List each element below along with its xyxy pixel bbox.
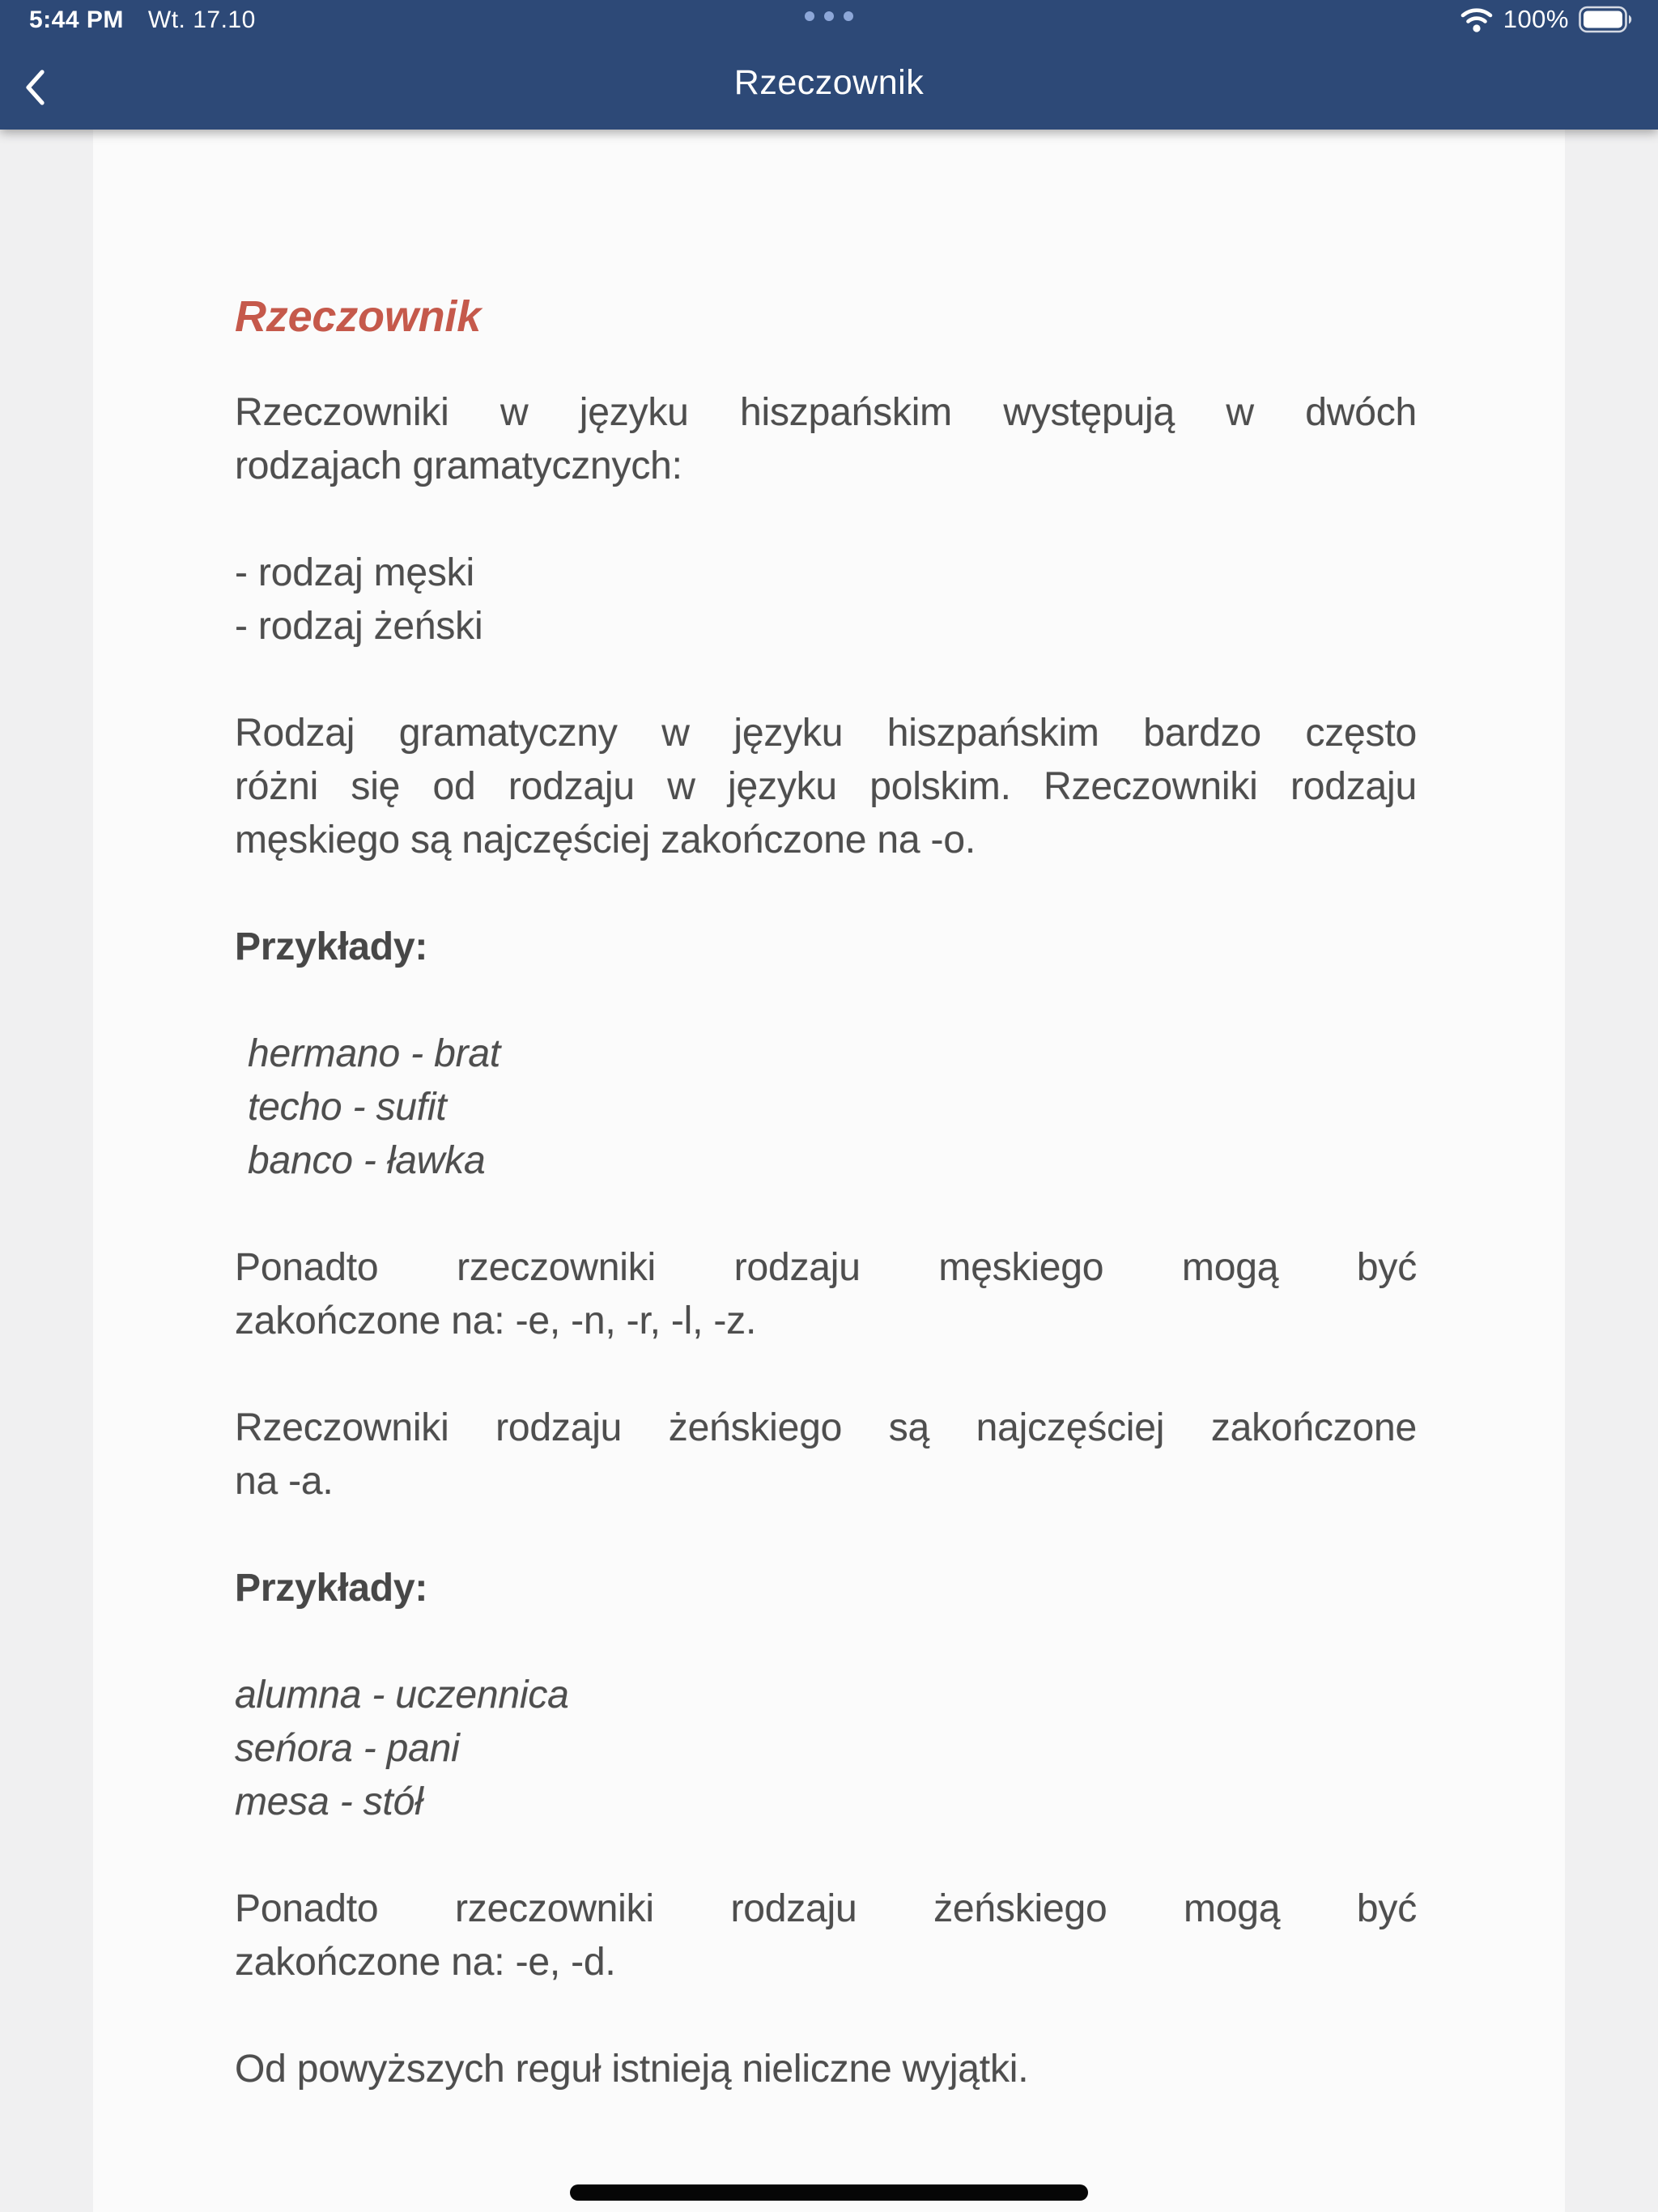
nav-title: Rzeczownik	[733, 62, 925, 102]
example-item: hermano - brat	[248, 1032, 501, 1075]
examples-masculine	[235, 1027, 1417, 1188]
paragraph-line: Rodzaj gramatyczny w języku hiszpańskim bardzo często	[235, 712, 1417, 755]
paragraph-line: zakończone na: -e, -d.	[235, 1941, 616, 1984]
closing-paragraph	[235, 2043, 1417, 2096]
multitask-dot-icon	[805, 11, 814, 21]
paragraph-line: Rzeczowniki w języku hiszpańskim występują w dwóch	[235, 391, 1417, 434]
list-item: - rodzaj żeński	[235, 605, 483, 648]
battery-icon	[1579, 6, 1634, 33]
example-item: mesa - stół	[235, 1780, 423, 1823]
list-item: - rodzaj męski	[235, 551, 474, 594]
lesson-heading: Rzeczownik	[235, 292, 482, 341]
paragraph-line: różni się od rodzaju w języku polskim. Rzeczowniki rodzaju	[235, 765, 1417, 808]
example-item: seńora - pani	[235, 1727, 460, 1770]
rule-masculine-paragraph	[235, 707, 1417, 867]
nav-bar	[0, 36, 1658, 130]
paragraph-line: Rzeczowniki rodzaju żeńskiego są najczęściej zakończone	[235, 1406, 1417, 1449]
multitask-dot-icon	[824, 11, 834, 21]
status-time: 5:44 PM	[29, 6, 124, 33]
multitask-dot-icon	[844, 11, 853, 21]
rule-feminine-endings-paragraph	[235, 1882, 1417, 1989]
back-chevron-icon	[24, 69, 47, 106]
paragraph-line: Od powyższych reguł istnieją nieliczne wyjątki.	[235, 2048, 1029, 2091]
home-indicator[interactable]	[570, 2184, 1088, 2201]
status-bar	[0, 0, 1658, 36]
wifi-icon	[1460, 6, 1494, 32]
paragraph-line: na -a.	[235, 1460, 334, 1503]
rule-masculine-endings-paragraph	[235, 1241, 1417, 1348]
paragraph-line: rodzajach gramatycznych:	[235, 445, 682, 487]
example-item: alumna - uczennica	[235, 1674, 569, 1716]
content-card	[93, 130, 1565, 2212]
back-button[interactable]	[24, 63, 73, 112]
intro-paragraph	[235, 386, 1417, 493]
paragraph-line: Ponadto rzeczowniki rodzaju żeńskiego mogą być	[235, 1887, 1417, 1930]
rule-feminine-paragraph	[235, 1402, 1417, 1508]
lesson-content	[93, 130, 1565, 2096]
examples-label: Przykłady:	[235, 1567, 428, 1610]
paragraph-line: męskiego są najczęściej zakończone na -o.	[235, 819, 976, 861]
gender-list	[235, 547, 1417, 653]
example-item: techo - sufit	[248, 1086, 447, 1129]
examples-label: Przykłady:	[235, 925, 428, 968]
paragraph-line: zakończone na: -e, -n, -r, -l, -z.	[235, 1300, 757, 1342]
multitask-dots[interactable]	[805, 11, 853, 21]
status-date: Wt. 17.10	[147, 6, 256, 33]
battery-percent-label: 100%	[1503, 5, 1569, 33]
paragraph-line: Ponadto rzeczowniki rodzaju męskiego mogą być	[235, 1246, 1417, 1289]
example-item: banco - ławka	[248, 1139, 486, 1182]
examples-feminine	[235, 1669, 1417, 1829]
top-bar	[0, 0, 1658, 130]
